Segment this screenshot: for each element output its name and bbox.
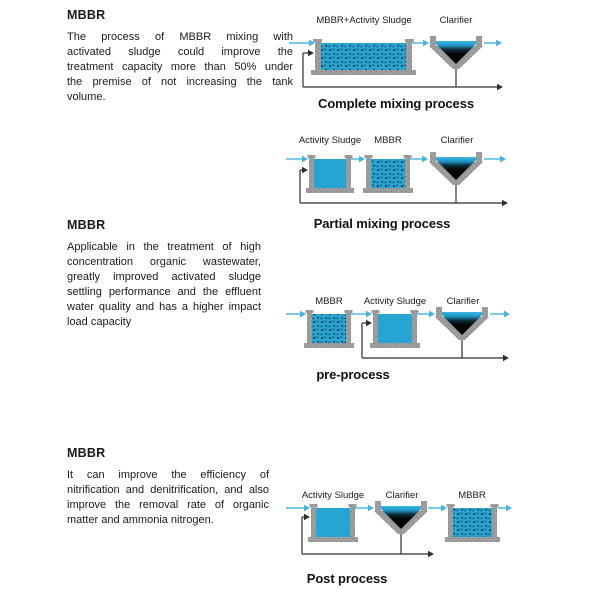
- section-3-title: MBBR: [67, 446, 106, 460]
- unit-label-mbbr-activity-sludge: MBBR+Activity Sludge: [316, 15, 412, 26]
- unit-label-activity-sludge: Activity Sludge: [301, 490, 365, 501]
- body-line: settling performance and the effluent: [67, 286, 261, 298]
- section-1-title: MBBR: [67, 8, 106, 22]
- body-line: the premise of not increasing the tank: [67, 76, 293, 88]
- body-line: It can improve the efficiency of: [67, 469, 269, 481]
- body-line: water quality and has a higher impact: [67, 301, 261, 313]
- unit-label-activity-sludge: Activity Sludge: [298, 135, 362, 146]
- body-line: The process of MBBR mixing with: [67, 31, 293, 43]
- unit-label-clarifier: Clarifier: [385, 490, 419, 501]
- diagram-2-caption: Partial mixing process: [313, 216, 451, 231]
- diagram-1-caption: Complete mixing process: [318, 96, 474, 111]
- clarifier: [429, 36, 483, 69]
- clarifier: [435, 307, 489, 340]
- unit-label-mbbr: MBBR: [374, 135, 402, 146]
- unit-label-mbbr: MBBR: [458, 490, 486, 501]
- body-line: volume.: [67, 91, 106, 103]
- mbbr-tank: [363, 155, 413, 193]
- mbbr-tank: [304, 310, 354, 348]
- body-line: improve the removal rate of organic: [67, 499, 269, 511]
- diagram-1-complete-mixing: [289, 36, 503, 90]
- unit-label-clarifier: Clarifier: [440, 135, 474, 146]
- diagram-4-post-process: [286, 501, 512, 557]
- clarifier: [429, 152, 483, 185]
- body-line: nitrification and denitrification, and also: [67, 484, 269, 496]
- mbbr-tank: [445, 504, 500, 542]
- body-line: concentration organic wastewater,: [67, 256, 261, 268]
- diagram-3-caption: pre-process: [316, 367, 390, 382]
- diagram-3-pre-process: [286, 307, 510, 361]
- clarifier: [374, 501, 428, 534]
- body-line: activated sludge could improve the: [67, 46, 293, 58]
- diagram-2-partial-mixing: [286, 152, 508, 206]
- activated-sludge-tank: [308, 504, 358, 542]
- body-line: load capacity: [67, 316, 132, 328]
- activated-sludge-tank: [370, 310, 420, 348]
- activated-sludge-tank: [306, 155, 354, 193]
- body-line: Applicable in the treatment of high: [67, 241, 261, 253]
- unit-label-clarifier: Clarifier: [446, 296, 480, 307]
- body-line: matter and ammonia nitrogen.: [67, 514, 214, 526]
- unit-label-mbbr: MBBR: [315, 296, 343, 307]
- body-line: treatment capacity more than 50% under: [67, 61, 293, 73]
- section-2-title: MBBR: [67, 218, 106, 232]
- unit-label-activity-sludge: Activity Sludge: [363, 296, 427, 307]
- diagram-4-caption: Post process: [306, 571, 388, 586]
- body-line: greatly improved activated sludge: [67, 271, 261, 283]
- mixed-tank: [311, 39, 416, 75]
- unit-label-clarifier: Clarifier: [439, 15, 473, 26]
